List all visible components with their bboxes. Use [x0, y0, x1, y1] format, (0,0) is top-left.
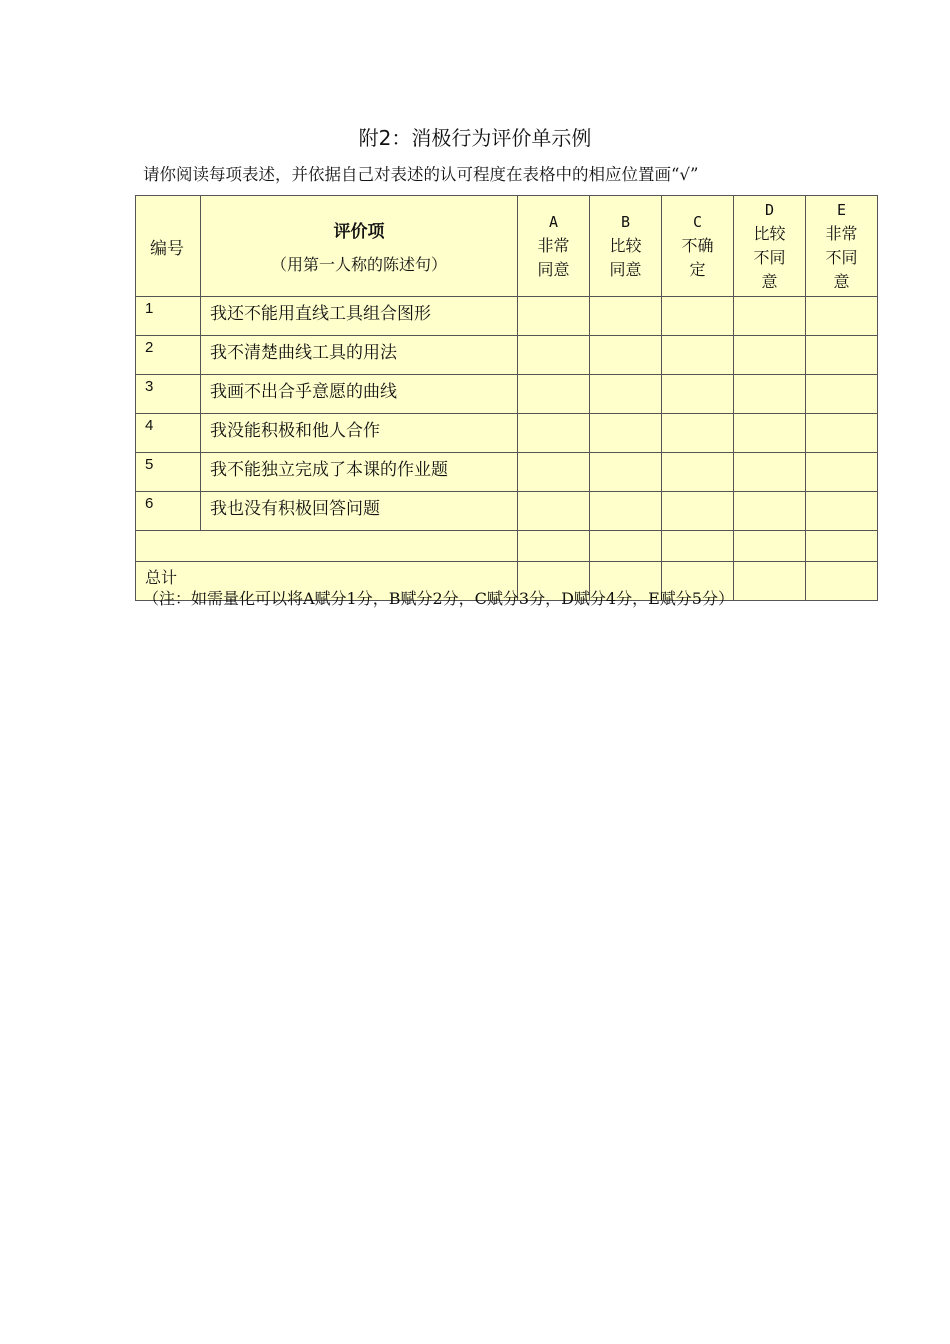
- evaluation-table: [135, 195, 878, 601]
- option-label: 比较 同意: [609, 236, 642, 279]
- option-label: 非常 同意: [537, 236, 570, 279]
- option-label: 不确 定: [681, 236, 714, 279]
- check-cell-a[interactable]: [518, 336, 590, 375]
- check-cell-a[interactable]: [518, 492, 590, 531]
- check-cell-b[interactable]: [590, 531, 662, 562]
- check-cell-b[interactable]: [590, 375, 662, 414]
- row-statement: 我没能积极和他人合作: [201, 414, 518, 453]
- option-code: B: [620, 213, 631, 231]
- check-cell-c[interactable]: [662, 531, 734, 562]
- check-cell-a[interactable]: [518, 453, 590, 492]
- check-cell-d[interactable]: [734, 375, 806, 414]
- check-cell-d[interactable]: [734, 336, 806, 375]
- check-cell-a[interactable]: [518, 375, 590, 414]
- check-cell-a[interactable]: [518, 531, 590, 562]
- table-row: [136, 297, 878, 336]
- row-statement: 我画不出合乎意愿的曲线: [201, 375, 518, 414]
- check-cell-a[interactable]: [518, 297, 590, 336]
- row-number: 5: [136, 453, 201, 492]
- check-cell-a[interactable]: [518, 414, 590, 453]
- table-row: [136, 492, 878, 531]
- header-evaluation-item: [201, 196, 518, 297]
- row-number: 6: [136, 492, 201, 531]
- check-cell-e[interactable]: [806, 453, 878, 492]
- check-cell-c[interactable]: [662, 453, 734, 492]
- check-cell-c[interactable]: [662, 375, 734, 414]
- check-cell-e[interactable]: [806, 531, 878, 562]
- blank-cell: [136, 531, 518, 562]
- check-cell-b[interactable]: [590, 492, 662, 531]
- table-row: [136, 453, 878, 492]
- check-cell-c[interactable]: [662, 414, 734, 453]
- option-label: 非常 不同 意: [825, 224, 858, 291]
- row-statement: 我还不能用直线工具组合图形: [201, 297, 518, 336]
- check-cell-d[interactable]: [734, 531, 806, 562]
- check-cell-e[interactable]: [806, 375, 878, 414]
- header-option-c: [662, 196, 734, 297]
- check-cell-b[interactable]: [590, 453, 662, 492]
- option-code: D: [764, 201, 775, 219]
- check-cell-c[interactable]: [662, 492, 734, 531]
- header-option-b: [590, 196, 662, 297]
- row-statement: 我不能独立完成了本课的作业题: [201, 453, 518, 492]
- header-item-subtitle: （用第一人称的陈述句）: [270, 255, 447, 274]
- row-number: 1: [136, 297, 201, 336]
- check-cell-b[interactable]: [590, 414, 662, 453]
- check-cell-c[interactable]: [662, 297, 734, 336]
- option-code: A: [548, 213, 559, 231]
- check-cell-e[interactable]: [806, 414, 878, 453]
- table-header-row: [136, 196, 878, 297]
- check-cell-d[interactable]: [734, 297, 806, 336]
- option-code: C: [692, 213, 703, 231]
- check-cell-e[interactable]: [806, 336, 878, 375]
- row-number: 3: [136, 375, 201, 414]
- row-number: 4: [136, 414, 201, 453]
- row-number: 2: [136, 336, 201, 375]
- check-cell-d[interactable]: [734, 414, 806, 453]
- blank-row: [136, 531, 878, 562]
- header-number: 编号: [136, 196, 201, 297]
- check-cell-c[interactable]: [662, 336, 734, 375]
- table-row: [136, 375, 878, 414]
- check-cell-d[interactable]: [734, 453, 806, 492]
- row-statement: 我不清楚曲线工具的用法: [201, 336, 518, 375]
- table-row: [136, 414, 878, 453]
- option-label: 比较 不同 意: [753, 224, 786, 291]
- total-label: 总计: [136, 562, 518, 601]
- check-cell-e[interactable]: [806, 492, 878, 531]
- scoring-note: （注：如需量化可以将A赋分1分，B赋分2分，C赋分3分，D赋分4分，E赋分5分）: [143, 589, 734, 608]
- header-option-e: [806, 196, 878, 297]
- option-code: E: [836, 201, 847, 219]
- header-item-title: 评价项: [333, 222, 385, 242]
- check-cell-b[interactable]: [590, 297, 662, 336]
- check-cell-d[interactable]: [734, 492, 806, 531]
- instructions-text: 请你阅读每项表述，并依据自己对表述的认可程度在表格中的相应位置画“√”: [143, 165, 699, 184]
- table-row: [136, 336, 878, 375]
- header-option-d: [734, 196, 806, 297]
- header-option-a: [518, 196, 590, 297]
- row-statement: 我也没有积极回答问题: [201, 492, 518, 531]
- page-title: 附2：消极行为评价单示例: [358, 126, 592, 150]
- check-cell-b[interactable]: [590, 336, 662, 375]
- check-cell-e[interactable]: [806, 297, 878, 336]
